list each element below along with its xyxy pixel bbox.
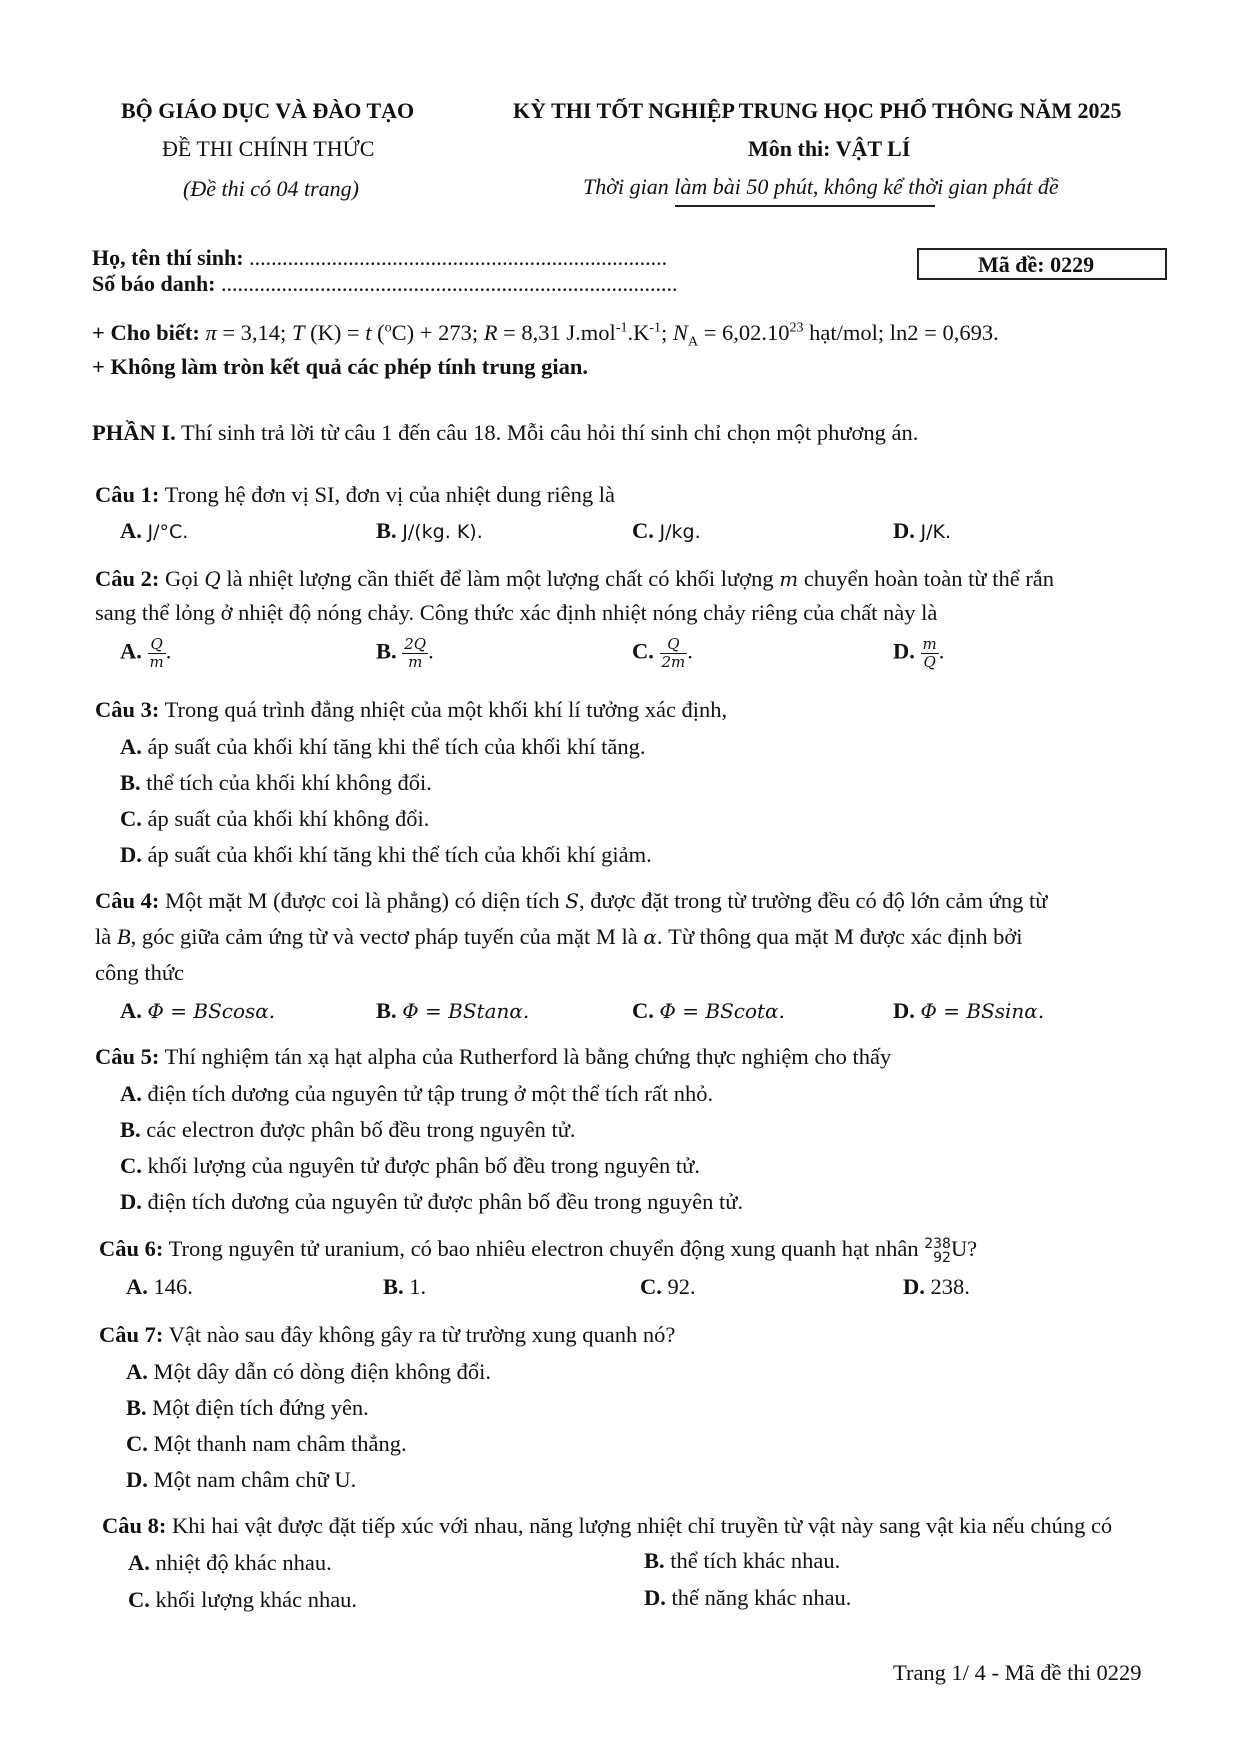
q1-label: Câu 1: <box>95 482 160 507</box>
candidate-id-row <box>92 271 678 297</box>
q4-option-a[interactable]: A. Φ = BScosα. <box>120 998 276 1023</box>
exam-code <box>978 252 1094 278</box>
duration-note: Thời gian làm bài 50 phút, không kể thời gian phát đề <box>583 174 1059 199</box>
q2-option-a[interactable]: A. $\frac{Q}{m}$ . <box>120 635 172 671</box>
question-4: Câu 4: Một mặt M (được coi là phẳng) có diện tích S, được đặt trong từ trường đều có độ lớn cảm ứng từ <box>95 888 1048 913</box>
part1-instruction: Thí sinh trả lời từ câu 1 đến câu 18. Mỗi câu hỏi thí sinh chỉ chọn một phương án. <box>180 420 919 445</box>
exam-title: KỲ THI TỐT NGHIỆP TRUNG HỌC PHỔ THÔNG NĂM 2025 <box>513 98 1122 123</box>
q7-option-a[interactable]: A. Một dây dẫn có dòng điện không đổi. <box>126 1359 491 1384</box>
q3-option-c[interactable]: C. áp suất của khối khí không đổi. <box>120 806 430 831</box>
question-2: Câu 2: Gọi Q là nhiệt lượng cần thiết để làm một lượng chất có khối lượng m chuyển hoàn toàn từ thể rắn <box>95 566 1055 591</box>
subject-line: Môn thi: VẬT LÍ <box>748 136 911 161</box>
page-count-note: (Đề thi có 04 trang) <box>183 176 359 201</box>
question-8: Câu 8: Khi hai vật được đặt tiếp xúc với nhau, năng lượng nhiệt chỉ truyền từ vật này sang vật kia nếu chúng có <box>102 1513 1113 1538</box>
q4-label: Câu 4: <box>95 888 160 913</box>
question-3: Câu 3: Trong quá trình đẳng nhiệt của một khối khí lí tưởng xác định, <box>95 697 728 722</box>
no-rounding-note: + Không làm tròn kết quả các phép tính trung gian. <box>92 354 589 379</box>
official-exam-label: ĐỀ THI CHÍNH THỨC <box>162 136 375 161</box>
q1-option-d[interactable]: D. J/K. <box>893 518 952 543</box>
q3-label: Câu 3: <box>95 697 160 722</box>
q3-option-d[interactable]: D. áp suất của khối khí tăng khi thể tích của khối khí giảm. <box>120 842 652 867</box>
q2-line2: sang thể lỏng ở nhiệt độ nóng chảy. Công thức xác định nhiệt nóng chảy riêng của chất này là <box>95 600 938 625</box>
q2-label: Câu 2: <box>95 566 160 591</box>
candidate-name-label: Họ, tên thí sinh: <box>92 245 244 270</box>
question-5: Câu 5: Thí nghiệm tán xạ hạt alpha của Rutherford là bằng chứng thực nghiệm cho thấy <box>95 1044 892 1069</box>
exam-code-value: 0229 <box>1050 252 1095 277</box>
candidate-id-label: Số báo danh: <box>92 271 216 296</box>
uranium-nuclide: 238 92 <box>924 1235 951 1266</box>
q1-option-b[interactable]: B. J/(kg. K). <box>376 518 483 543</box>
q7-option-d[interactable]: D. Một nam châm chữ U. <box>126 1467 357 1492</box>
given-label: + Cho biết: <box>92 320 200 345</box>
q8-label: Câu 8: <box>102 1513 167 1538</box>
q4-option-c[interactable]: C. Φ = BScotα. <box>632 998 785 1023</box>
q8-option-a[interactable]: A. nhiệt độ khác nhau. <box>128 1550 332 1575</box>
candidate-id-dots: ................................................................................... <box>221 271 678 296</box>
candidate-name-dots: ............................................................................ <box>249 245 668 270</box>
q6-option-b[interactable]: B. 1. <box>383 1274 427 1299</box>
q6-option-d[interactable]: D. 238. <box>903 1274 970 1299</box>
given-values: π = 3,14; T (K) = t ($^o$C) + 273; R = 8,31 $J.mol^{-1}.K^{-1}$; $N_A = 6,02.10^{23}$ hạt/mol; ln2 = 0,693. <box>205 320 999 350</box>
q8-option-d[interactable]: D. thế năng khác nhau. <box>644 1585 852 1610</box>
exam-code-label: Mã đề: <box>978 252 1045 277</box>
q6-option-a[interactable]: A. 146. <box>126 1274 193 1299</box>
q7-option-b[interactable]: B. Một điện tích đứng yên. <box>126 1395 369 1420</box>
q4-option-b[interactable]: B. Φ = BStanα. <box>376 998 530 1023</box>
q4-line3: công thức <box>95 960 185 985</box>
q3-option-b[interactable]: B. thể tích của khối khí không đổi. <box>120 770 432 795</box>
part1-title: PHẦN I. <box>92 420 176 445</box>
q5-option-d[interactable]: D. điện tích dương của nguyên tử được phân bố đều trong nguyên tử. <box>120 1189 744 1214</box>
q2-option-d[interactable]: D. $\frac{m}{Q}$ . <box>893 635 945 671</box>
given-constants <box>92 320 999 350</box>
q1-text: Trong hệ đơn vị SI, đơn vị của nhiệt dung riêng là <box>164 482 616 507</box>
q1-option-c[interactable]: C. J/kg. <box>632 518 701 543</box>
q4-option-d[interactable]: D. Φ = BSsinα. <box>893 998 1045 1023</box>
q5-option-b[interactable]: B. các electron được phân bố đều trong nguyên tử. <box>120 1117 576 1142</box>
part1-heading <box>92 420 918 446</box>
q2-option-c[interactable]: C. $\frac{Q}{2m}$ . <box>632 635 693 671</box>
q8-option-b[interactable]: B. thể tích khác nhau. <box>644 1548 841 1573</box>
question-7: Câu 7: Vật nào sau đây không gây ra từ trường xung quanh nó? <box>99 1322 676 1347</box>
q5-option-c[interactable]: C. khối lượng của nguyên tử được phân bố đều trong nguyên tử. <box>120 1153 700 1178</box>
duration-underline <box>675 205 935 207</box>
q3-option-a[interactable]: A. áp suất của khối khí tăng khi thể tích của khối khí tăng. <box>120 734 646 759</box>
candidate-name-row <box>92 245 667 271</box>
q7-option-c[interactable]: C. Một thanh nam châm thẳng. <box>126 1431 407 1456</box>
q4-line2: là B, góc giữa cảm ứng từ và vectơ pháp tuyến của mặt M là α. Từ thông qua mặt M được xác định bởi <box>95 924 1023 949</box>
page-footer: Trang 1/ 4 - Mã đề thi 0229 <box>893 1660 1142 1685</box>
q7-label: Câu 7: <box>99 1322 164 1347</box>
q1-option-a[interactable]: A. J/°C. <box>120 518 189 543</box>
q5-option-a[interactable]: A. điện tích dương của nguyên tử tập trung ở một thể tích rất nhỏ. <box>120 1081 714 1106</box>
question-6: Câu 6: Trong nguyên tử uranium, có bao nhiêu electron chuyển động xung quanh hạt nhân 238 92 U? <box>99 1235 978 1266</box>
q8-option-c[interactable]: C. khối lượng khác nhau. <box>128 1587 358 1612</box>
ministry-name: BỘ GIÁO DỤC VÀ ĐÀO TẠO <box>121 98 415 123</box>
question-1 <box>95 482 615 508</box>
q5-label: Câu 5: <box>95 1044 160 1069</box>
q6-option-c[interactable]: C. 92. <box>640 1274 696 1299</box>
q6-label: Câu 6: <box>99 1236 164 1261</box>
q2-option-b[interactable]: B. $\frac{2Q}{m}$ . <box>376 635 434 671</box>
